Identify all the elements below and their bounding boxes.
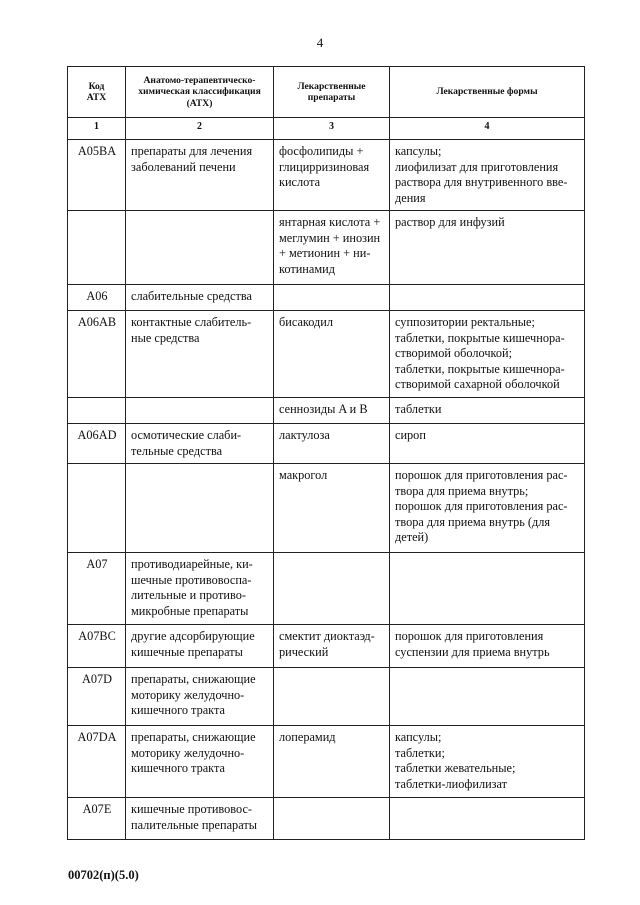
drug-cell <box>274 668 390 726</box>
dosage-form-cell: таблетки <box>390 398 585 424</box>
drug-cell: лактулоза <box>274 424 390 464</box>
classification-cell <box>126 398 274 424</box>
drug-cell <box>274 285 390 311</box>
dosage-form-cell: раствор для инфузий <box>390 211 585 285</box>
atc-code-cell: A07E <box>68 798 126 840</box>
table-row <box>68 625 585 668</box>
dosage-form-cell: сироп <box>390 424 585 464</box>
classification-cell: противодиарейные, ки- шечные противовоспа- лительные и противо- микробные препараты <box>126 553 274 625</box>
table-row <box>68 798 585 840</box>
atc-code-cell: A06AB <box>68 311 126 398</box>
header-dosage-forms: Лекарственные формы <box>390 67 585 118</box>
table-row <box>68 140 585 211</box>
drug-cell <box>274 798 390 840</box>
atc-code-cell <box>68 464 126 553</box>
column-number: 2 <box>126 118 274 140</box>
dosage-form-cell <box>390 285 585 311</box>
classification-cell: препараты, снижающие моторику желудочно- кишечного тракта <box>126 668 274 726</box>
atc-code-cell: A07BC <box>68 625 126 668</box>
classification-cell <box>126 211 274 285</box>
drug-cell: лоперамид <box>274 726 390 798</box>
table-row <box>68 424 585 464</box>
dosage-form-cell: капсулы; лиофилизат для приготовления раствора для внутривенного вве- дения <box>390 140 585 211</box>
drug-cell <box>274 553 390 625</box>
dosage-form-cell <box>390 798 585 840</box>
atc-code-cell: A07D <box>68 668 126 726</box>
drug-cell: сеннозиды A и B <box>274 398 390 424</box>
atc-code-cell: A06AD <box>68 424 126 464</box>
table-row <box>68 211 585 285</box>
header-atc-code: Код АТХ <box>68 67 126 118</box>
header-drugs: Лекарственные препараты <box>274 67 390 118</box>
dosage-form-cell: капсулы; таблетки; таблетки жевательные; таблетки-лиофилизат <box>390 726 585 798</box>
classification-cell: осмотические слаби- тельные средства <box>126 424 274 464</box>
dosage-form-cell: порошок для приготовления суспензии для приема внутрь <box>390 625 585 668</box>
atc-code-cell <box>68 398 126 424</box>
table-row <box>68 464 585 553</box>
dosage-form-cell: суппозитории ректальные; таблетки, покрытые кишечнора- створимой оболочкой; таблетки, покрытые кишечнора- створимой сахарной оболочкой <box>390 311 585 398</box>
dosage-form-cell <box>390 668 585 726</box>
classification-cell: контактные слабитель- ные средства <box>126 311 274 398</box>
atc-code-cell <box>68 211 126 285</box>
dosage-form-cell: порошок для приготовления рас- твора для приема внутрь; порошок для приготовления рас- твора для приема внутрь (для детей) <box>390 464 585 553</box>
column-number-row <box>68 118 585 140</box>
classification-cell: препараты, снижающие моторику желудочно- кишечного тракта <box>126 726 274 798</box>
table-row <box>68 285 585 311</box>
column-number: 3 <box>274 118 390 140</box>
atc-code-cell: A07 <box>68 553 126 625</box>
classification-cell: препараты для лечения заболеваний печени <box>126 140 274 211</box>
classification-cell: кишечные противовос- палительные препараты <box>126 798 274 840</box>
document-code-footer: 00702(п)(5.0) <box>68 868 139 882</box>
drug-cell: фосфолипиды + глицирризиновая кислота <box>274 140 390 211</box>
header-atc-classification: Анатомо-терапевтическо-химическая классификация (АТХ) <box>126 67 274 118</box>
drug-cell: макрогол <box>274 464 390 553</box>
atc-code-cell: A06 <box>68 285 126 311</box>
dosage-form-cell <box>390 553 585 625</box>
drug-cell: смектит диоктаэд- рический <box>274 625 390 668</box>
page-number: 4 <box>316 35 324 50</box>
atc-code-cell: A07DA <box>68 726 126 798</box>
table-row <box>68 668 585 726</box>
table-row <box>68 311 585 398</box>
drug-cell: бисакодил <box>274 311 390 398</box>
table-header-row <box>68 67 585 118</box>
classification-cell: слабительные средства <box>126 285 274 311</box>
classification-cell: другие адсорбирующие кишечные препараты <box>126 625 274 668</box>
table-row <box>68 398 585 424</box>
column-number: 4 <box>390 118 585 140</box>
drug-table <box>67 66 585 840</box>
classification-cell <box>126 464 274 553</box>
table-row <box>68 553 585 625</box>
table-row <box>68 726 585 798</box>
atc-code-cell: A05BA <box>68 140 126 211</box>
column-number: 1 <box>68 118 126 140</box>
drug-cell: янтарная кислота + меглумин + инозин + метионин + ни- котинамид <box>274 211 390 285</box>
